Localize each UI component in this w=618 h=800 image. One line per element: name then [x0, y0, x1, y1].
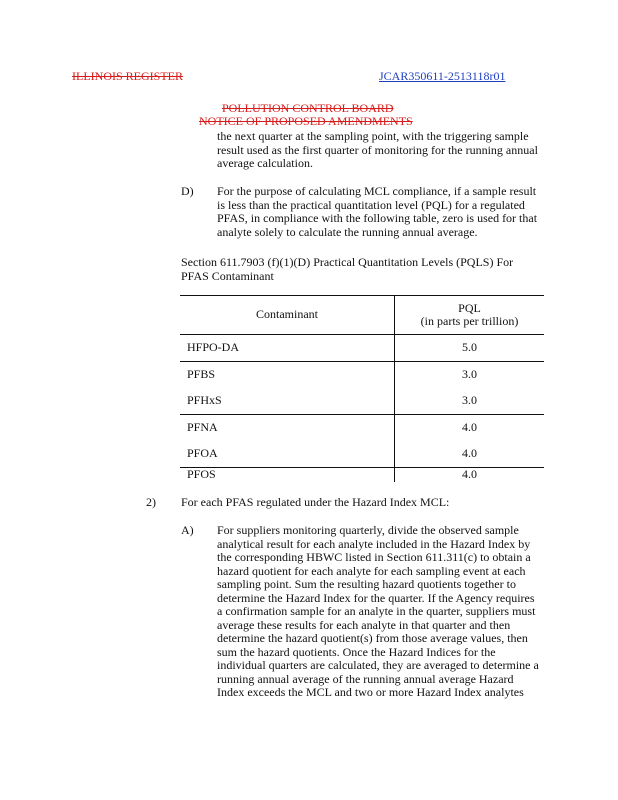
text-line: a confirmation sample for an analyte in the quarter, suppliers must	[217, 604, 536, 618]
contaminant-name: PFOA	[180, 441, 395, 468]
contaminant-name: PFOS	[187, 467, 216, 481]
item-a-label: A)	[181, 523, 194, 537]
item-2-text: For each PFAS regulated under the Hazard Index MCL:	[181, 495, 450, 509]
pql-table	[180, 295, 544, 482]
header-pql	[395, 296, 545, 335]
jcar-code: JCAR350611-2513118r01	[379, 69, 506, 83]
table-row	[180, 335, 544, 362]
table-row	[180, 388, 544, 415]
text-line: For the purpose of calculating MCL compliance, if a sample result	[217, 184, 537, 198]
text-line: analytical result for each analyte included in the Hazard Index by	[217, 536, 531, 551]
text-line: PFAS, in compliance with the following table, zero is used for that	[217, 211, 538, 225]
notice-title: NOTICE OF PROPOSED AMENDMENTS	[199, 114, 413, 128]
text-line: hazard quotient for each analyte for each sampling event at each	[217, 563, 526, 578]
item-d-label: D)	[181, 184, 194, 198]
pql-value: 4.0	[395, 441, 545, 468]
text-line: individual quarters are calculated, they are averaged to determine a	[217, 658, 539, 672]
text-line: analyte solely to calculate the running annual average.	[217, 224, 478, 239]
item-a-paragraph	[217, 524, 539, 700]
text-line: determine the hazard quotient(s) from those average values, then	[217, 631, 528, 645]
pql-value: 4.0	[395, 468, 545, 482]
header-pql-line1: PQL	[458, 300, 481, 315]
table-header-row	[180, 296, 544, 335]
pql-value: 4.0	[395, 415, 545, 442]
intro-paragraph	[217, 130, 538, 171]
text-line: the corresponding HBWC listed in Section 611.311(c) to obtain a	[217, 550, 531, 564]
header-pql-line2: (in parts per trillion)	[420, 314, 519, 328]
table-row	[180, 441, 544, 468]
text-line: average these results for each analyte in that quarter and then	[217, 617, 511, 632]
text-line: is less than the practical quantitation level (PQL) for a regulated	[217, 197, 525, 212]
contaminant-name: PFBS	[187, 367, 216, 382]
register-title: ILLINOIS REGISTER	[72, 69, 183, 83]
table-row	[180, 468, 544, 482]
text-line: determine the Hazard Index for the quarter. If the Agency requires	[217, 590, 535, 605]
caption-line: PFAS Contaminant	[181, 268, 274, 283]
table-caption	[181, 256, 513, 283]
pql-value: 3.0	[395, 388, 545, 415]
text-line: For suppliers monitoring quarterly, divide the observed sample	[217, 523, 519, 537]
contaminant-name: PFNA	[187, 420, 218, 435]
table-row	[180, 362, 544, 389]
item-d-paragraph	[217, 185, 537, 239]
contaminant-name: PFHxS	[180, 388, 395, 415]
text-line: result used as the first quarter of monitoring for the running annual	[217, 142, 538, 157]
text-line: running annual average of the running annual average Hazard	[217, 671, 514, 686]
board-title: POLLUTION CONTROL BOARD	[222, 101, 394, 115]
text-line: sum the hazard quotients. Once the Hazard Indices for the	[217, 644, 496, 659]
text-line: sampling point. Sum the resulting hazard quotients together to	[217, 577, 516, 591]
text-line: Index exceeds the MCL and two or more Hazard Index analytes	[217, 685, 524, 699]
pql-value: 3.0	[395, 362, 545, 389]
contaminant-name: HFPO-DA	[180, 335, 395, 362]
text-line: the next quarter at the sampling point, with the triggering sample	[217, 129, 529, 143]
caption-line: Section 611.7903 (f)(1)(D) Practical Quantitation Levels (PQLS) For	[181, 255, 514, 269]
pql-value: 5.0	[395, 335, 545, 362]
table-row	[180, 415, 544, 442]
header-contaminant: Contaminant	[180, 296, 395, 335]
item-2-label: 2)	[146, 495, 156, 509]
text-line: average calculation.	[217, 156, 313, 170]
